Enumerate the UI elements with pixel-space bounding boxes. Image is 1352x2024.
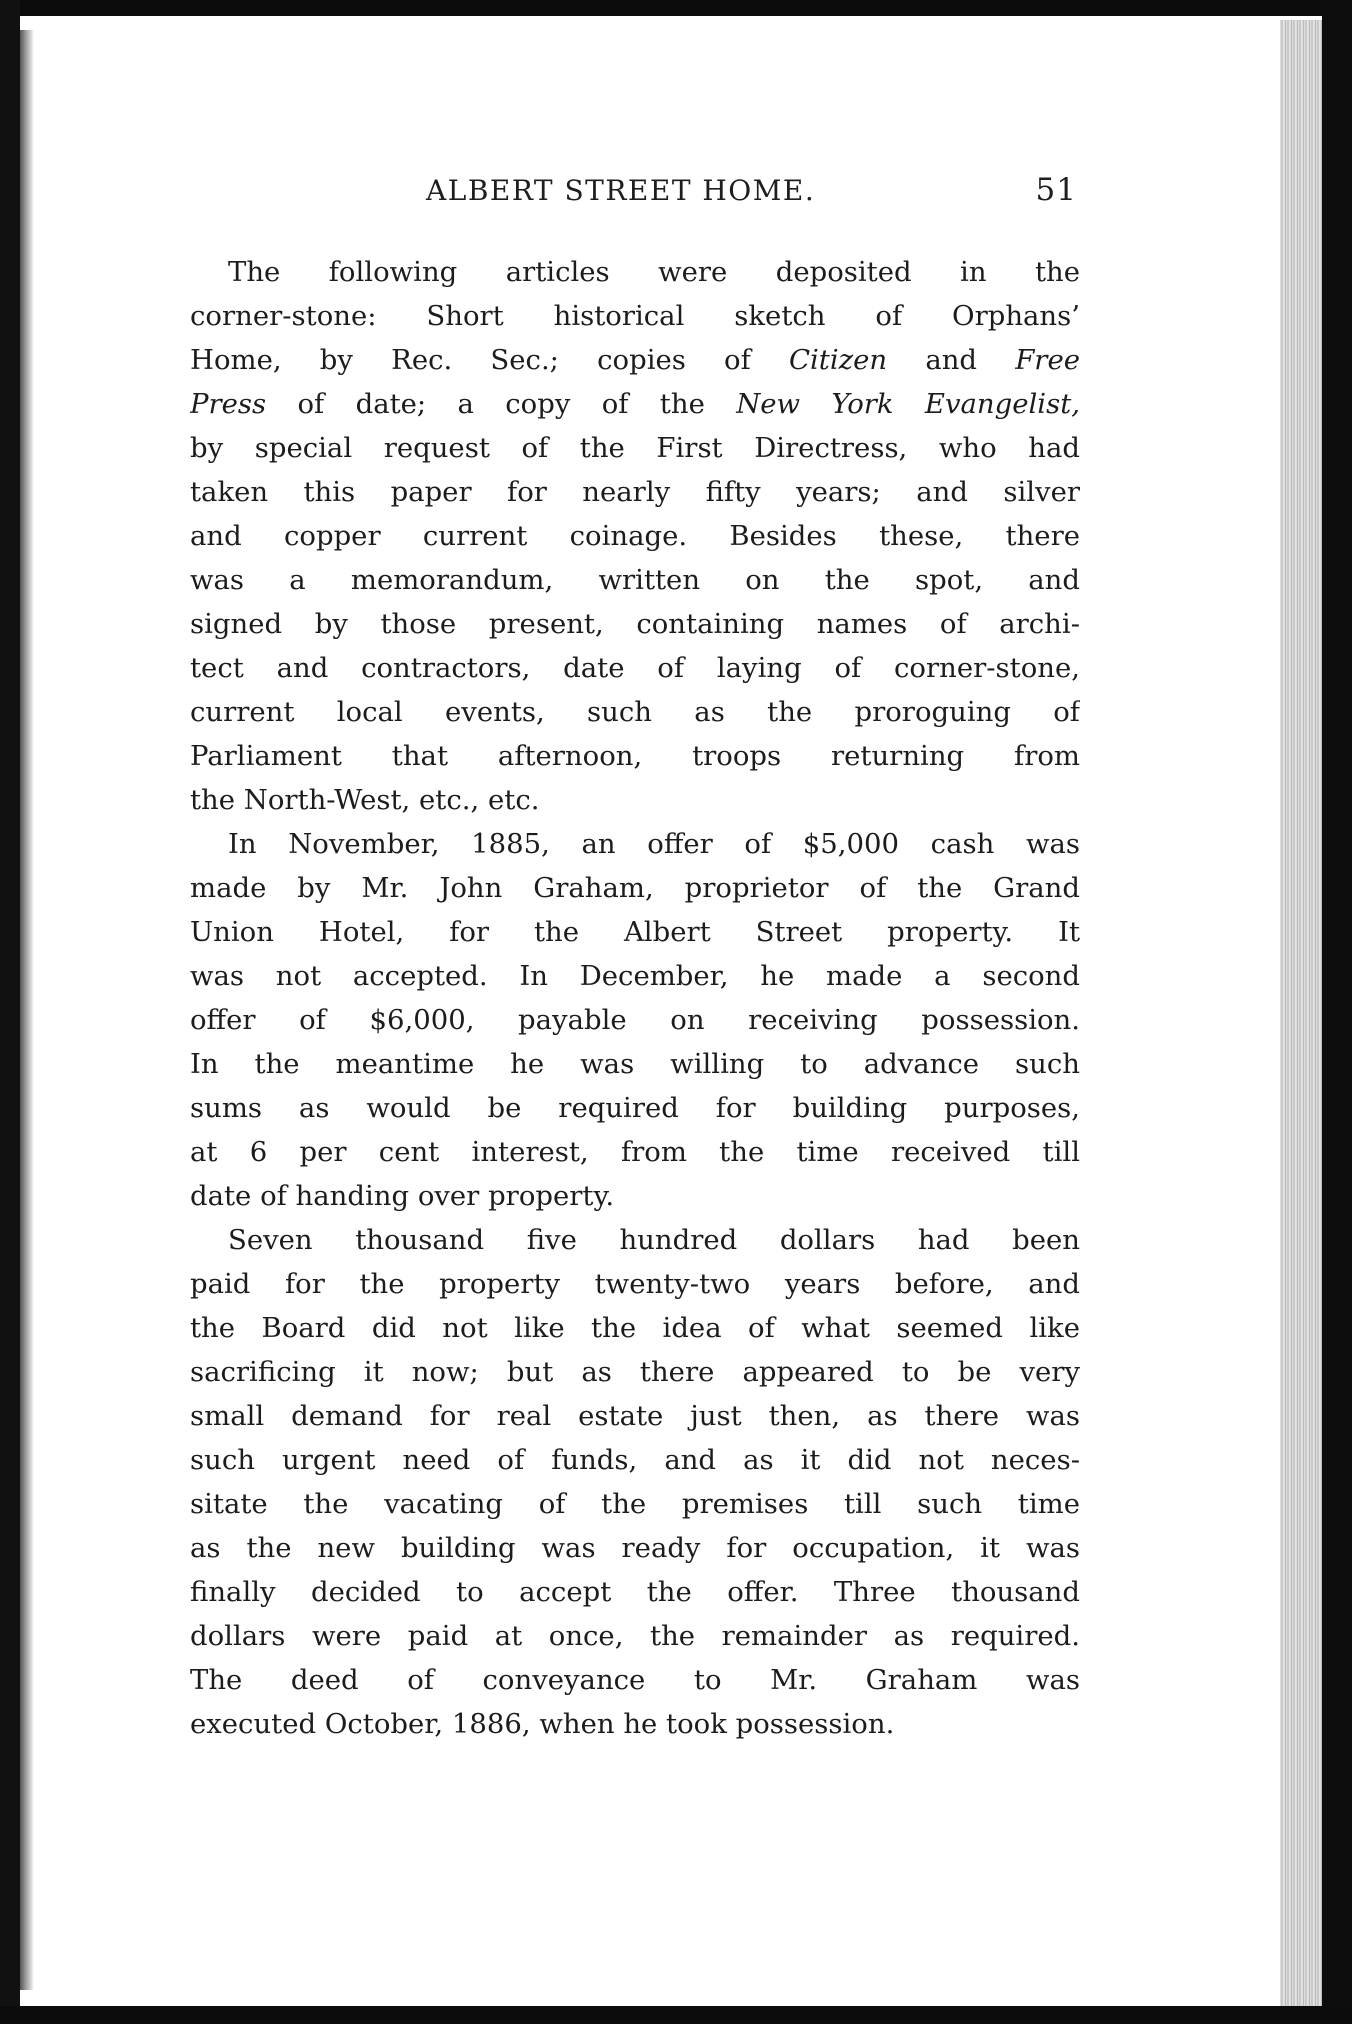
- text-line: was not accepted. In December, he made a second: [190, 960, 1080, 992]
- text-line: small demand for real estate just then, as there was: [190, 1400, 1080, 1432]
- book-binding-shadow: [20, 30, 34, 1990]
- text-line: by special request of the First Directress, who had: [190, 432, 1080, 464]
- text-line: signed by those present, containing names of archi-: [190, 608, 1080, 640]
- text-line: sitate the vacating of the premises till such time: [190, 1488, 1080, 1520]
- text-line: executed October, 1886, when he took possession.: [190, 1708, 895, 1740]
- text-line: corner-stone: Short historical sketch of Orphans’: [190, 300, 1080, 332]
- running-head: [190, 166, 1085, 214]
- text-line: at 6 per cent interest, from the time received till: [190, 1136, 1080, 1168]
- page-number: 51: [1035, 172, 1077, 208]
- text-line: as the new building was ready for occupation, it was: [190, 1532, 1080, 1564]
- page-edges-stack: [1280, 20, 1322, 2010]
- text-line: Parliament that afternoon, troops returning from: [190, 740, 1080, 772]
- text-line: date of handing over property.: [190, 1180, 615, 1212]
- scan-border-left: [0, 0, 20, 2024]
- scan-border-right: [1322, 0, 1352, 2024]
- text-line: the Board did not like the idea of what seemed like: [190, 1312, 1080, 1344]
- scan-border-top: [0, 0, 1352, 16]
- text-line: such urgent need of funds, and as it did not neces-: [190, 1444, 1080, 1476]
- text-line: Seven thousand five hundred dollars had been: [228, 1224, 1080, 1256]
- text-line: tect and contractors, date of laying of corner-stone,: [190, 652, 1080, 684]
- body-text: [190, 250, 1080, 1746]
- text-line: taken this paper for nearly fifty years; and silver: [190, 476, 1080, 508]
- text-line: offer of $6,000, payable on receiving possession.: [190, 1004, 1080, 1036]
- text-line: Union Hotel, for the Albert Street property. It: [190, 916, 1080, 948]
- text-line: Press of date; a copy of the New York Evangelist,: [190, 388, 1080, 420]
- text-line: In the meantime he was willing to advance such: [190, 1048, 1080, 1080]
- text-line: Home, by Rec. Sec.; copies of Citizen and Free: [190, 344, 1080, 376]
- text-line: The deed of conveyance to Mr. Graham was: [190, 1664, 1080, 1696]
- text-line: made by Mr. John Graham, proprietor of the Grand: [190, 872, 1080, 904]
- text-line: In November, 1885, an offer of $5,000 cash was: [228, 828, 1080, 860]
- text-line: and copper current coinage. Besides these, there: [190, 520, 1080, 552]
- text-line: dollars were paid at once, the remainder as required.: [190, 1620, 1080, 1652]
- text-line: sums as would be required for building purposes,: [190, 1092, 1080, 1124]
- text-line: current local events, such as the proroguing of: [190, 696, 1080, 728]
- text-line: The following articles were deposited in the: [228, 256, 1080, 288]
- text-line: the North-West, etc., etc.: [190, 784, 540, 816]
- text-line: paid for the property twenty-two years before, and: [190, 1268, 1080, 1300]
- text-line: sacrificing it now; but as there appeared to be very: [190, 1356, 1080, 1388]
- scan-border-bottom: [0, 2006, 1352, 2024]
- text-line: finally decided to accept the offer. Three thousand: [190, 1576, 1080, 1608]
- text-line: was a memorandum, written on the spot, and: [190, 564, 1080, 596]
- running-head-title: ALBERT STREET HOME.: [426, 174, 816, 207]
